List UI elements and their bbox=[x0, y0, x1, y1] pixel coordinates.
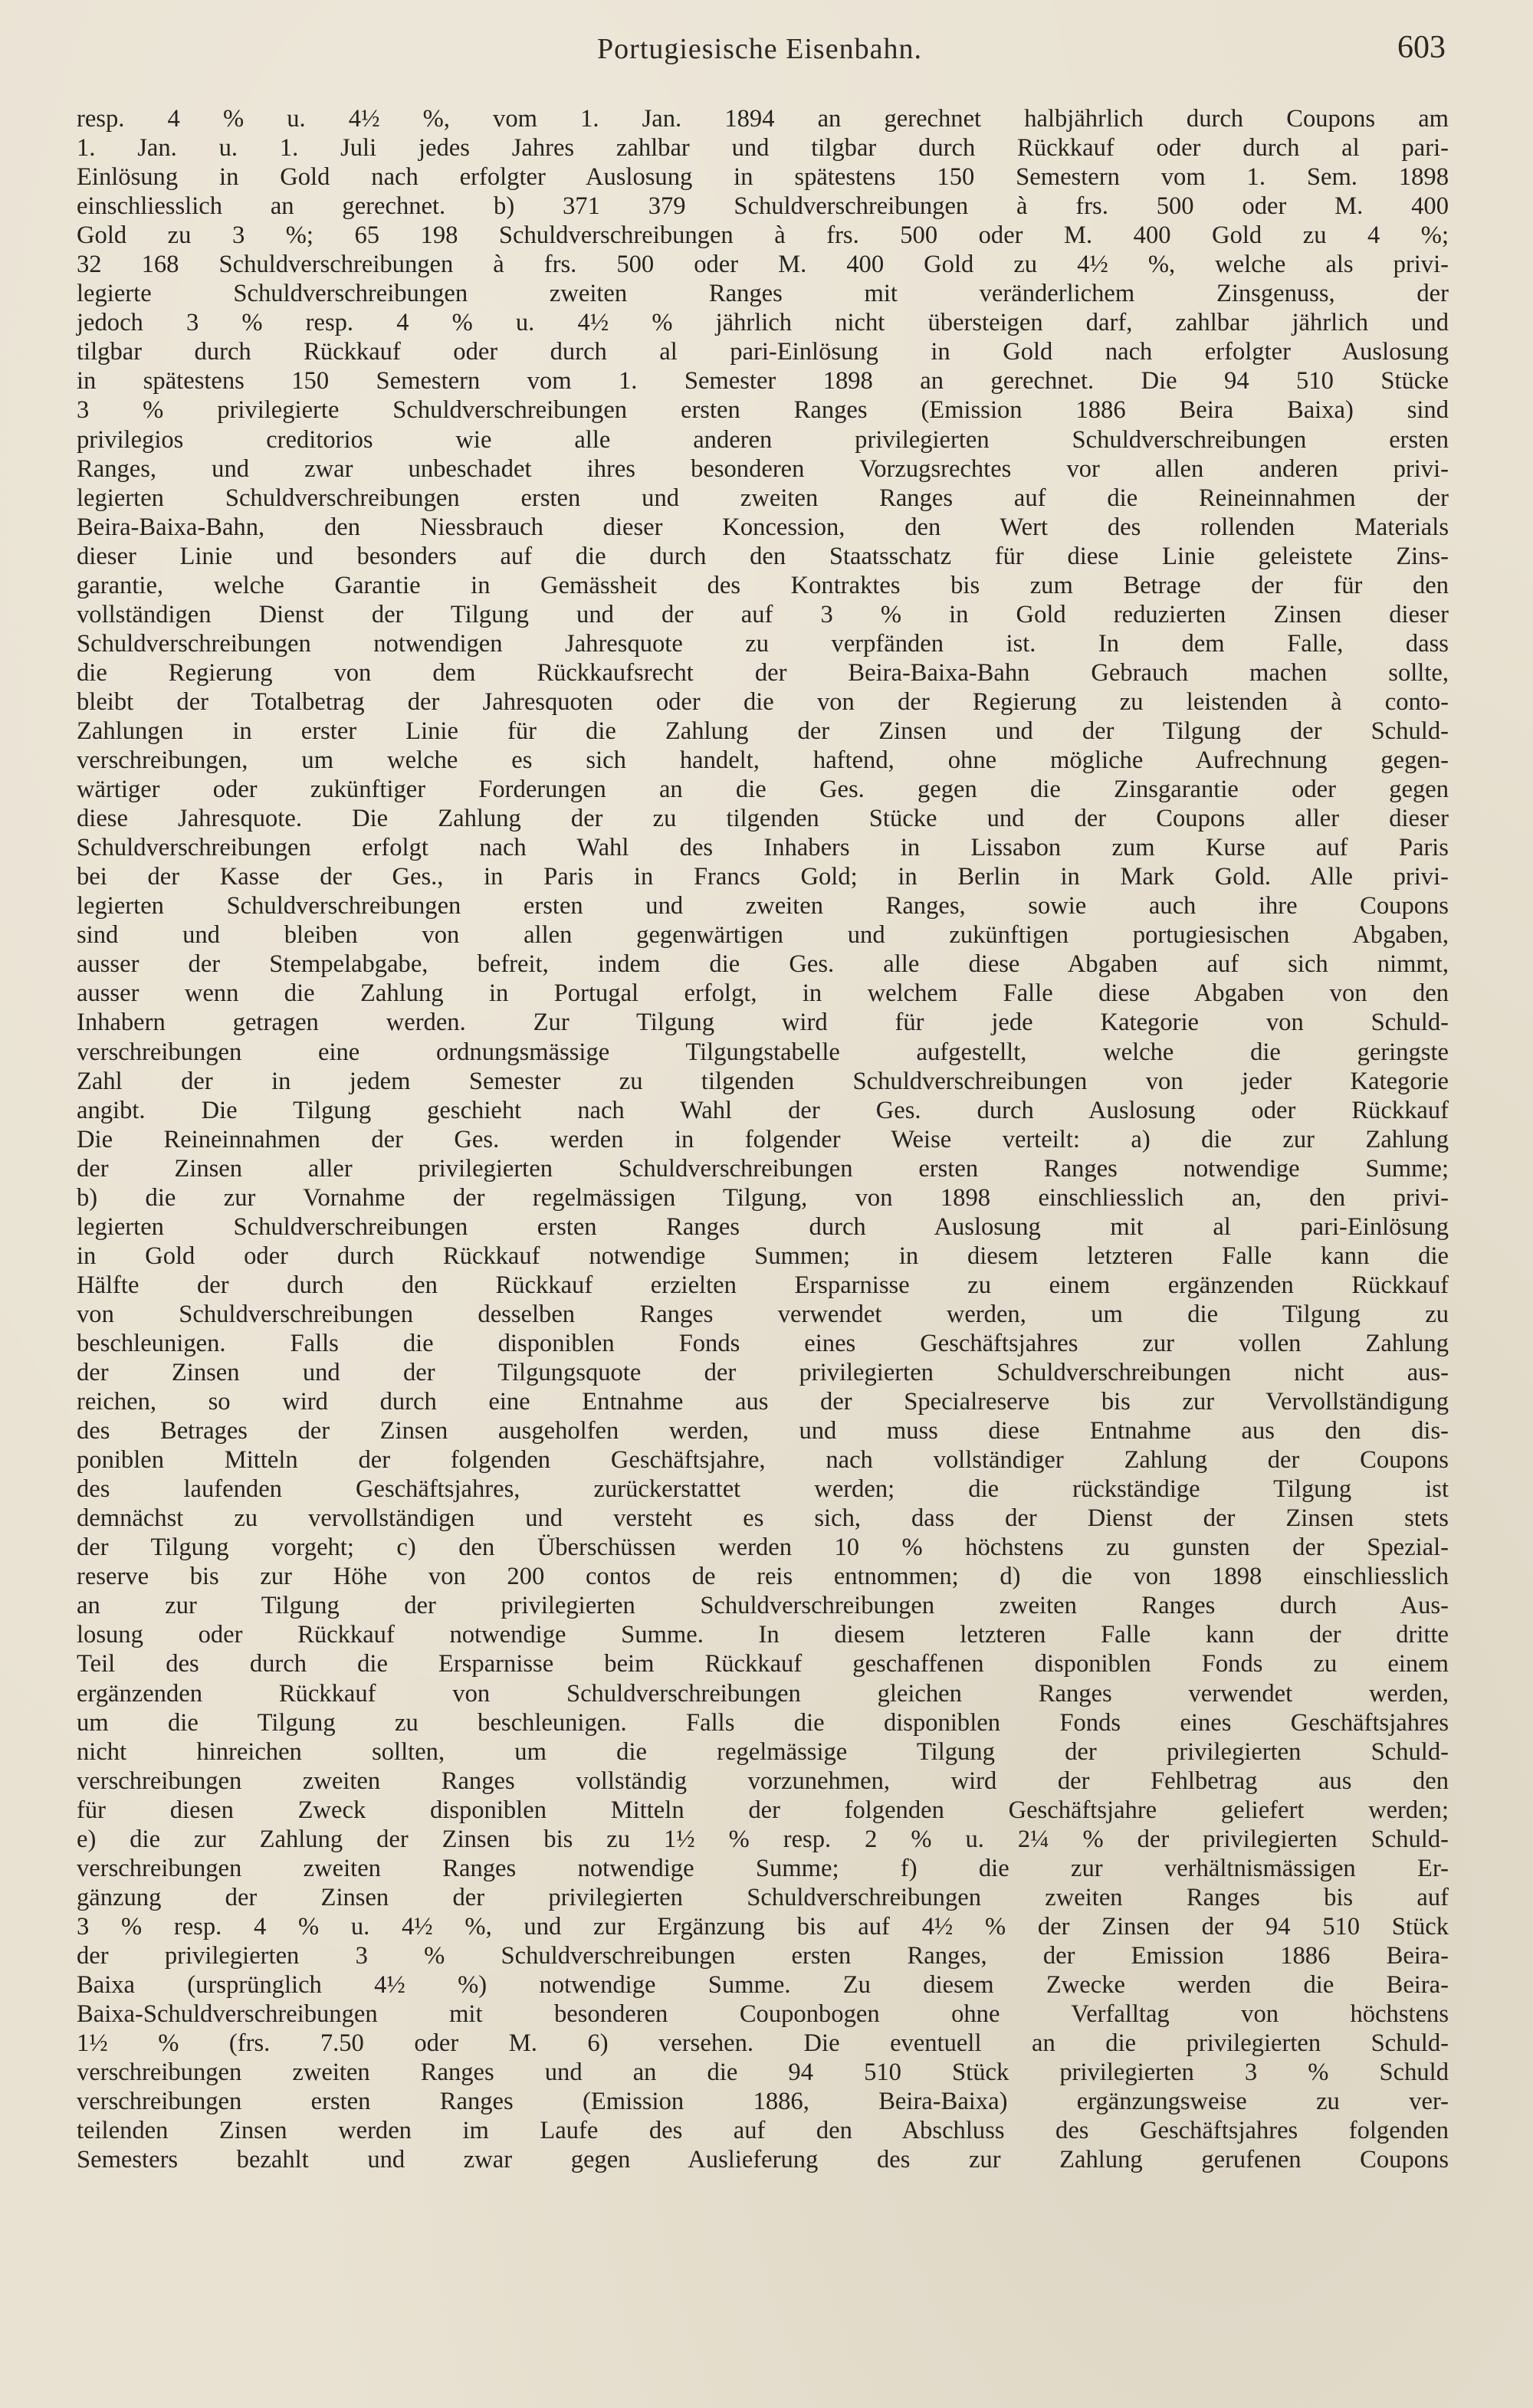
text-line: Teil des durch die Ersparnisse beim Rückkauf geschaffenen disponiblen Fonds zu einem bbox=[77, 1650, 1449, 1678]
text-line: verschreibungen zweiten Ranges und an die 94 510 Stück privilegierten 3 % Schuld bbox=[77, 2059, 1449, 2087]
text-line: Beira-Baixa-Bahn, den Niessbrauch dieser Koncession, den Wert des rollenden Materials bbox=[77, 513, 1449, 541]
text-line: Semesters bezahlt und zwar gegen Auslieferung des zur Zahlung gerufenen Coupons bbox=[77, 2146, 1449, 2174]
text-line: losung oder Rückkauf notwendige Summe. In diesem letzteren Falle kann der dritte bbox=[77, 1621, 1449, 1649]
text-line: Schuldverschreibungen erfolgt nach Wahl des Inhabers in Lissabon zum Kurse auf Paris bbox=[77, 834, 1449, 862]
text-line: reichen, so wird durch eine Entnahme aus der Specialreserve bis zur Vervollständigung bbox=[77, 1388, 1449, 1416]
text-line: in spätestens 150 Semestern vom 1. Semester 1898 an gerechnet. Die 94 510 Stücke bbox=[77, 367, 1449, 395]
text-line: nicht hinreichen sollten, um die regelmässige Tilgung der privilegierten Schuld- bbox=[77, 1737, 1449, 1766]
page-number: 603 bbox=[1397, 30, 1446, 65]
text-line: sind und bleiben von allen gegenwärtigen und zukünftigen portugiesischen Abgaben, bbox=[77, 921, 1449, 950]
text-line: bei der Kasse der Ges., in Paris in Francs Gold; in Berlin in Mark Gold. Alle privi- bbox=[77, 863, 1449, 891]
text-line: Baixa-Schuldverschreibungen mit besonderen Couponbogen ohne Verfalltag von höchstens bbox=[77, 2000, 1449, 2029]
text-line: bleibt der Totalbetrag der Jahresquoten oder die von der Regierung zu leistenden à conto- bbox=[77, 687, 1449, 716]
text-line: der privilegierten 3 % Schuldverschreibungen ersten Ranges, der Emission 1886 Beira- bbox=[77, 1941, 1449, 1970]
text-line: Zahlungen in erster Linie für die Zahlung der Zinsen und der Tilgung der Schuld- bbox=[77, 717, 1449, 745]
text-line: 32 168 Schuldverschreibungen à frs. 500 oder M. 400 Gold zu 4½ %, welche als privi- bbox=[77, 251, 1449, 279]
text-line: Ranges, und zwar unbeschadet ihres besonderen Vorzugsrechtes vor allen anderen privi- bbox=[77, 454, 1449, 483]
running-head: Portugiesische Eisenbahn. bbox=[597, 33, 922, 65]
text-line: tilgbar durch Rückkauf oder durch al pari-Einlösung in Gold nach erfolgter Auslosung bbox=[77, 338, 1449, 366]
text-line: Hälfte der durch den Rückkauf erzielten Ersparnisse zu einem ergänzenden Rückkauf bbox=[77, 1271, 1449, 1299]
text-line: der Zinsen aller privilegierten Schuldverschreibungen ersten Ranges notwendige Summe; bbox=[77, 1154, 1449, 1183]
text-line: Zahl der in jedem Semester zu tilgenden Schuldverschreibungen von jeder Kategorie bbox=[77, 1067, 1449, 1095]
page-header bbox=[74, 26, 1446, 72]
body-text bbox=[77, 104, 1449, 2174]
text-line: 1½ % (frs. 7.50 oder M. 6) versehen. Die eventuell an die privilegierten Schuld- bbox=[77, 2029, 1449, 2058]
text-line: ergänzenden Rückkauf von Schuldverschreibungen gleichen Ranges verwendet werden, bbox=[77, 1679, 1449, 1708]
text-line: des Betrages der Zinsen ausgeholfen werden, und muss diese Entnahme aus den dis- bbox=[77, 1417, 1449, 1445]
text-line: poniblen Mitteln der folgenden Geschäftsjahre, nach vollständiger Zahlung der Coupons bbox=[77, 1446, 1449, 1475]
text-line: reserve bis zur Höhe von 200 contos de reis entnommen; d) die von 1898 einschliesslich bbox=[77, 1563, 1449, 1591]
text-line: vollständigen Dienst der Tilgung und der auf 3 % in Gold reduzierten Zinsen dieser bbox=[77, 600, 1449, 628]
text-line: einschliesslich an gerechnet. b) 371 379 Schuldverschreibungen à frs. 500 oder M. 400 bbox=[77, 192, 1449, 221]
text-line: für diesen Zweck disponiblen Mitteln der folgenden Geschäftsjahre geliefert werden; bbox=[77, 1796, 1449, 1824]
text-line: Die Reineinnahmen der Ges. werden in folgender Weise verteilt: a) die zur Zahlung bbox=[77, 1125, 1449, 1153]
text-line: beschleunigen. Falls die disponiblen Fonds eines Geschäftsjahres zur vollen Zahlung bbox=[77, 1329, 1449, 1357]
text-line: legierten Schuldverschreibungen ersten Ranges durch Auslosung mit al pari-Einlösung bbox=[77, 1212, 1449, 1241]
text-line: ausser wenn die Zahlung in Portugal erfolgt, in welchem Falle diese Abgaben von den bbox=[77, 979, 1449, 1008]
text-line: diese Jahresquote. Die Zahlung der zu tilgenden Stücke und der Coupons aller dieser bbox=[77, 805, 1449, 833]
text-line: Inhabern getragen werden. Zur Tilgung wird für jede Kategorie von Schuld- bbox=[77, 1009, 1449, 1037]
text-line: gänzung der Zinsen der privilegierten Schuldverschreibungen zweiten Ranges bis auf bbox=[77, 1883, 1449, 1911]
text-line: verschreibungen zweiten Ranges notwendige Summe; f) die zur verhältnismässigen Er- bbox=[77, 1854, 1449, 1882]
text-line: 3 % privilegierte Schuldverschreibungen ersten Ranges (Emission 1886 Beira Baixa) sind bbox=[77, 396, 1449, 425]
text-line: des laufenden Geschäftsjahres, zurückerstattet werden; die rückständige Tilgung ist bbox=[77, 1475, 1449, 1504]
text-line: garantie, welche Garantie in Gemässheit des Kontraktes bis zum Betrage der für den bbox=[77, 571, 1449, 599]
text-line: von Schuldverschreibungen desselben Ranges verwendet werden, um die Tilgung zu bbox=[77, 1300, 1449, 1328]
text-line: die Regierung von dem Rückkaufsrecht der Beira-Baixa-Bahn Gebrauch machen sollte, bbox=[77, 658, 1449, 687]
text-line: b) die zur Vornahme der regelmässigen Tilgung, von 1898 einschliesslich an, den privi- bbox=[77, 1183, 1449, 1212]
text-line: der Tilgung vorgeht; c) den Überschüssen werden 10 % höchstens zu gunsten der Spezial- bbox=[77, 1534, 1449, 1562]
text-line: privilegios creditorios wie alle anderen privilegierten Schuldverschreibungen ersten bbox=[77, 425, 1449, 454]
text-line: der Zinsen und der Tilgungsquote der privilegierten Schuldverschreibungen nicht aus- bbox=[77, 1359, 1449, 1387]
text-line: dieser Linie und besonders auf die durch den Staatsschatz für diese Linie geleistete Zins- bbox=[77, 542, 1449, 570]
text-line: angibt. Die Tilgung geschieht nach Wahl der Ges. durch Auslosung oder Rückkauf bbox=[77, 1096, 1449, 1124]
text-line: in Gold oder durch Rückkauf notwendige Summen; in diesem letzteren Falle kann die bbox=[77, 1242, 1449, 1270]
text-line: 3 % resp. 4 % u. 4½ %, und zur Ergänzung bis auf 4½ % der Zinsen der 94 510 Stück bbox=[77, 1912, 1449, 1941]
text-line: demnächst zu vervollständigen und versteht es sich, dass der Dienst der Zinsen stets bbox=[77, 1504, 1449, 1533]
text-line: legierten Schuldverschreibungen ersten und zweiten Ranges, sowie auch ihre Coupons bbox=[77, 892, 1449, 920]
text-line: Gold zu 3 %; 65 198 Schuldverschreibungen à frs. 500 oder M. 400 Gold zu 4 %; bbox=[77, 221, 1449, 250]
text-line: verschreibungen zweiten Ranges vollständig vorzunehmen, wird der Fehlbetrag aus den bbox=[77, 1767, 1449, 1795]
text-line: wärtiger oder zukünftiger Forderungen an die Ges. gegen die Zinsgarantie oder gegen bbox=[77, 776, 1449, 804]
text-line: ausser der Stempelabgabe, befreit, indem die Ges. alle diese Abgaben auf sich nimmt, bbox=[77, 950, 1449, 979]
text-line: verschreibungen, um welche es sich handelt, haftend, ohne mögliche Aufrechnung gegen- bbox=[77, 746, 1449, 775]
text-line: teilenden Zinsen werden im Laufe des auf den Abschluss des Geschäftsjahres folgenden bbox=[77, 2117, 1449, 2145]
text-line: Baixa (ursprünglich 4½ %) notwendige Summe. Zu diesem Zwecke werden die Beira- bbox=[77, 1971, 1449, 1999]
text-line: Schuldverschreibungen notwendigen Jahresquote zu verpfänden ist. In dem Falle, dass bbox=[77, 629, 1449, 658]
text-line: e) die zur Zahlung der Zinsen bis zu 1½ % resp. 2 % u. 2¼ % der privilegierten Schuld- bbox=[77, 1825, 1449, 1853]
text-line: resp. 4 % u. 4½ %, vom 1. Jan. 1894 an gerechnet halbjährlich durch Coupons am bbox=[77, 105, 1449, 133]
text-line: legierten Schuldverschreibungen ersten und zweiten Ranges auf die Reineinnahmen der bbox=[77, 484, 1449, 512]
text-line: Einlösung in Gold nach erfolgter Auslosung in spätestens 150 Semestern vom 1. Sem. 1898 bbox=[77, 163, 1449, 192]
text-line: verschreibungen eine ordnungsmässige Tilgungstabelle aufgestellt, welche die geringste bbox=[77, 1038, 1449, 1066]
text-line: legierte Schuldverschreibungen zweiten Ranges mit veränderlichem Zinsgenuss, der bbox=[77, 280, 1449, 308]
text-line: um die Tilgung zu beschleunigen. Falls die disponiblen Fonds eines Geschäftsjahres bbox=[77, 1708, 1449, 1737]
text-line: an zur Tilgung der privilegierten Schuldverschreibungen zweiten Ranges durch Aus- bbox=[77, 1592, 1449, 1620]
text-line: verschreibungen ersten Ranges (Emission 1886, Beira-Baixa) ergänzungsweise zu ver- bbox=[77, 2088, 1449, 2116]
text-line: jedoch 3 % resp. 4 % u. 4½ % jährlich nicht übersteigen darf, zahlbar jährlich und bbox=[77, 309, 1449, 337]
text-line: 1. Jan. u. 1. Juli jedes Jahres zahlbar und tilgbar durch Rückkauf oder durch al pari- bbox=[77, 134, 1449, 162]
